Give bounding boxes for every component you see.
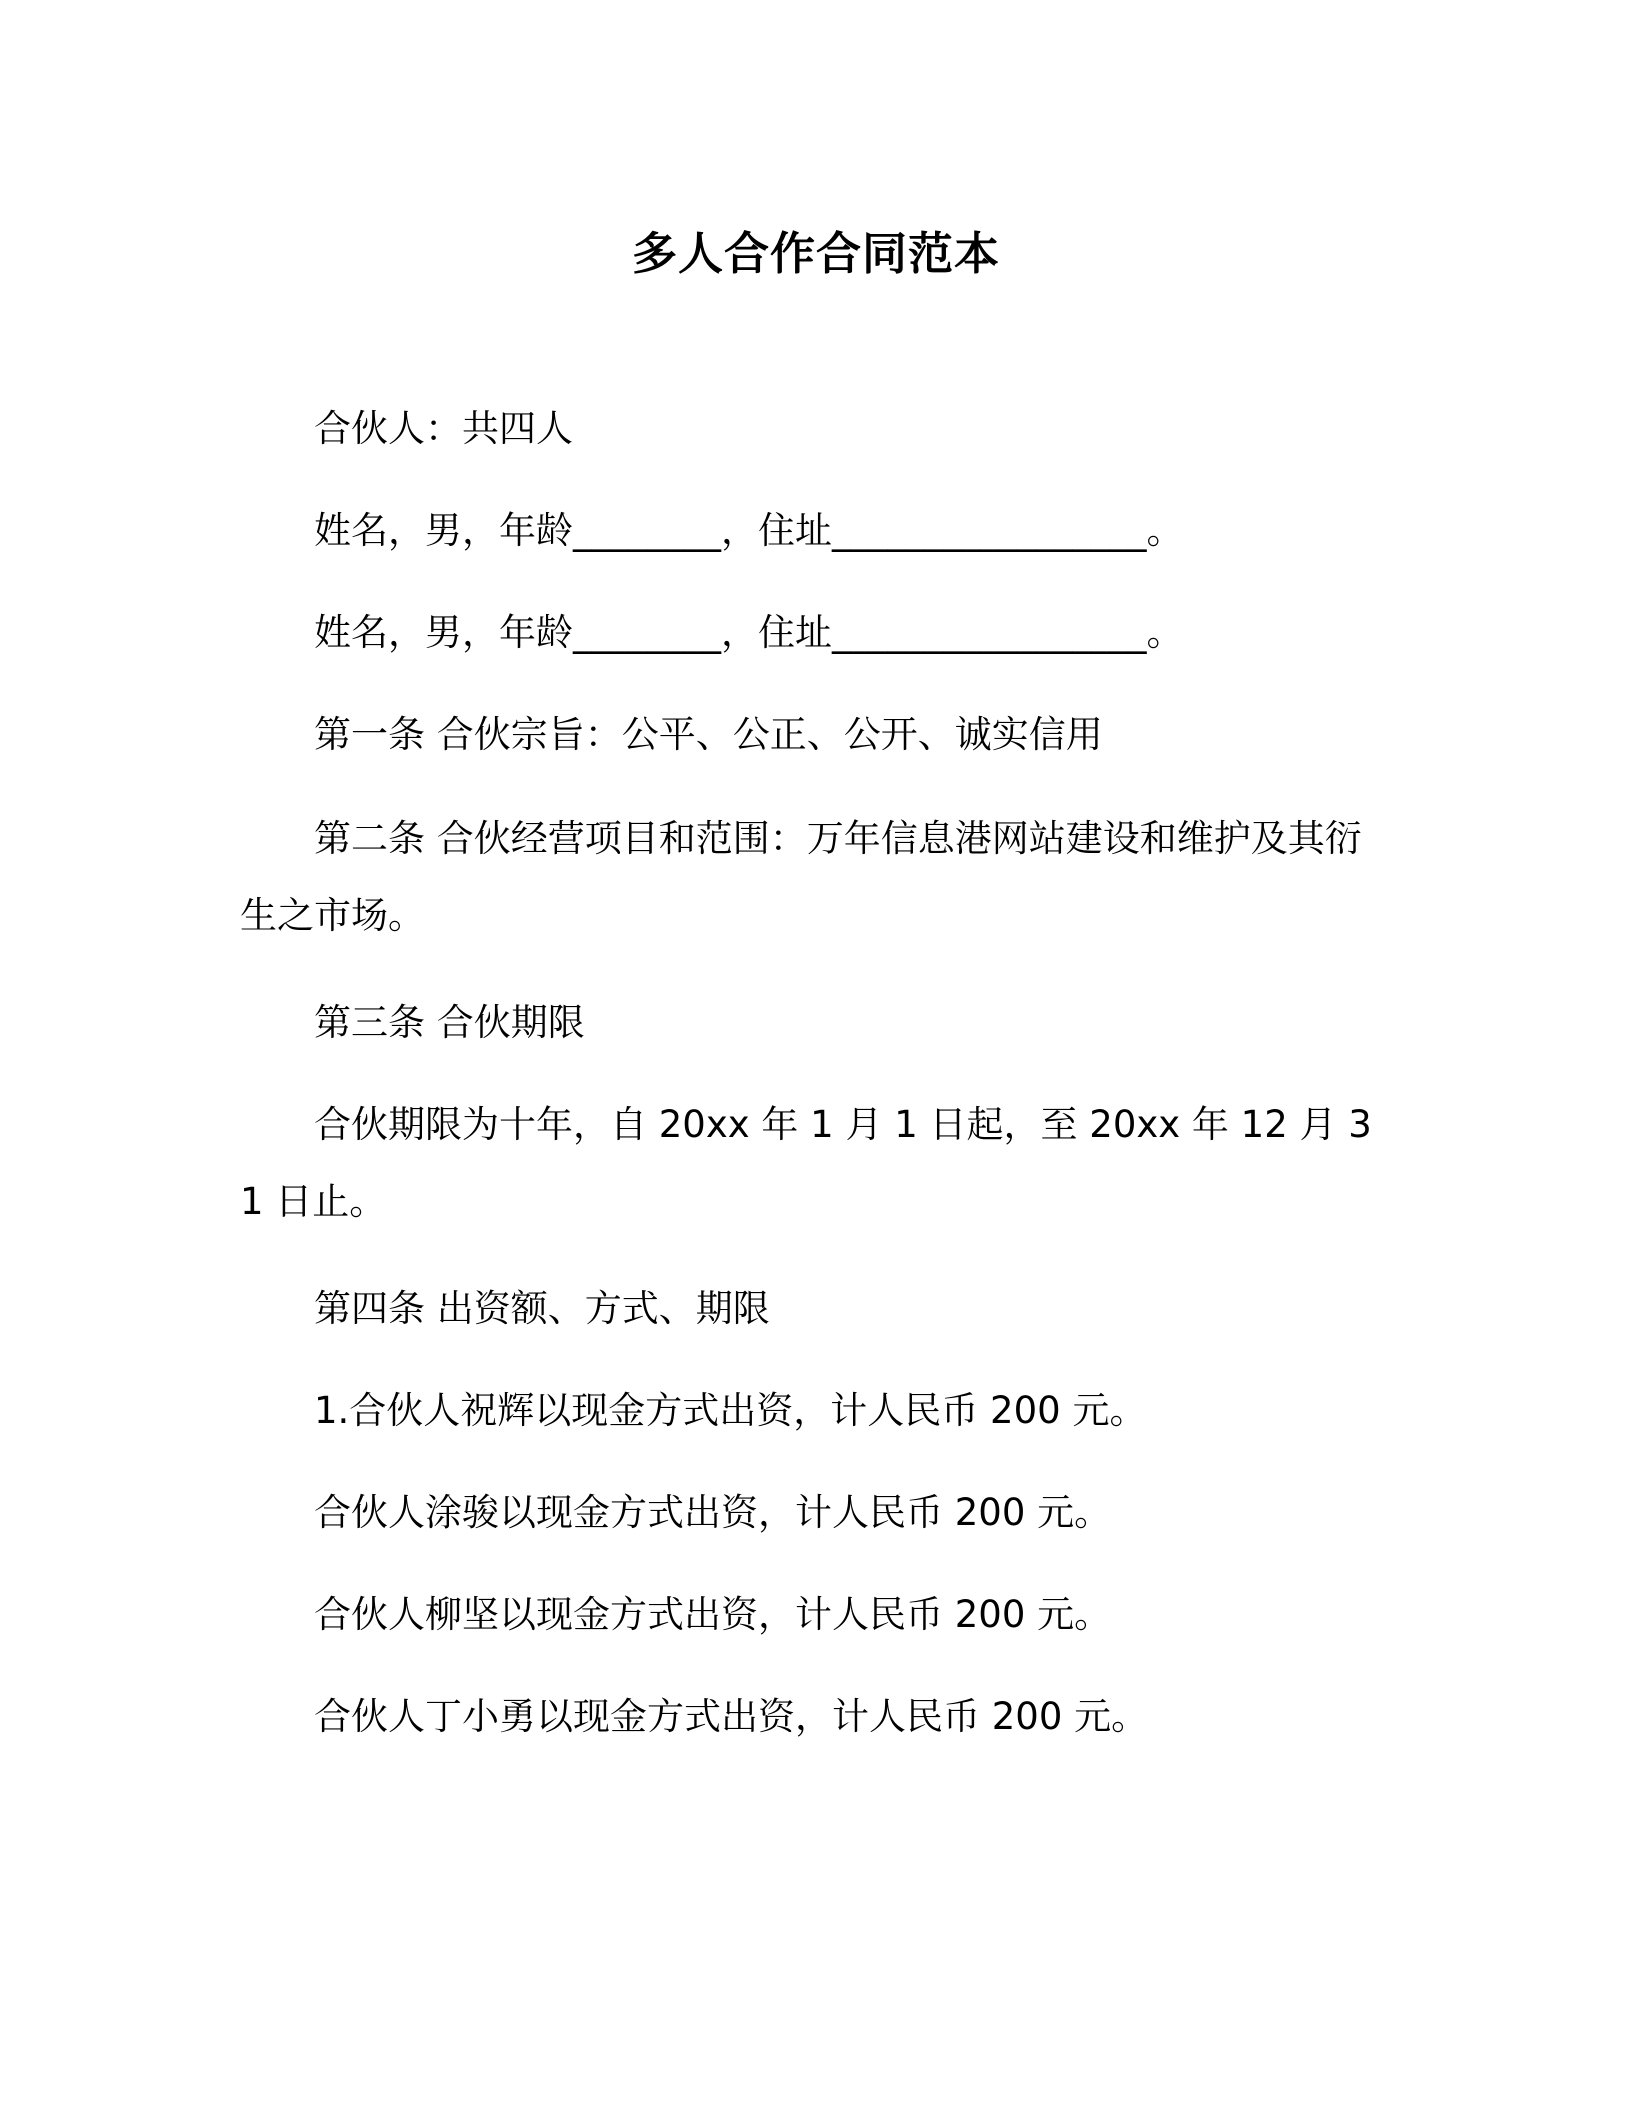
partner-info-paragraph-2: 姓名，男，年龄________，住址_________________。 [314,611,1184,654]
contribution-paragraph-3: 合伙人柳坚以现金方式出资，计人民币 200 元。 [314,1593,1112,1636]
article-3-term-paragraph: 合伙期限为十年，自 20xx 年 1 月 1 日起，至 20xx 年 12 月 31 日止。 [240,1103,1372,1223]
partner-info-paragraph-1: 姓名，男，年龄________，住址_________________。 [314,509,1184,552]
document-title: 多人合作合同范本 [631,227,1000,280]
contribution-paragraph-2: 合伙人涂骏以现金方式出资，计人民币 200 元。 [314,1491,1112,1534]
article-4-heading: 第四条 出资额、方式、期限 [314,1287,770,1330]
article-1-paragraph: 第一条 合伙宗旨：公平、公正、公开、诚实信用 [314,713,1103,756]
contribution-paragraph-4: 合伙人丁小勇以现金方式出资，计人民币 200 元。 [314,1695,1149,1738]
contribution-paragraph-1: 1.合伙人祝辉以现金方式出资，计人民币 200 元。 [314,1389,1147,1432]
article-2-paragraph: 第二条 合伙经营项目和范围：万年信息港网站建设和维护及其衍生之市场。 [240,817,1362,937]
article-3-heading: 第三条 合伙期限 [314,1001,585,1044]
partners-count-paragraph: 合伙人：共四人 [314,407,573,450]
